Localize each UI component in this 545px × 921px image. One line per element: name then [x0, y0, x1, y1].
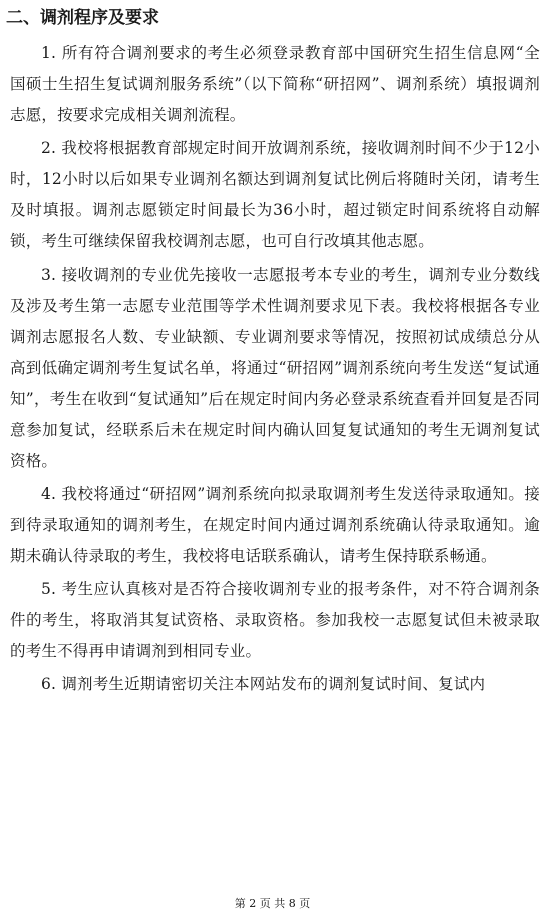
paragraph-5: 5. 考生应认真核对是否符合接收调剂专业的报考条件，对不符合调剂条件的考生，将取消其复试资格、录取资格。参加我校一志愿复试但未被录取的考生不得再申请调剂到相同专业。	[10, 580, 540, 661]
paragraph-3: 3. 接收调剂的专业优先接收一志愿报考本专业的考生，调剂专业分数线及涉及考生第一志愿专业范围等学术性调剂要求见下表。我校将根据各专业调剂志愿报名人数、专业缺额、专业调剂要求等情况，按照初试成绩总分从高到低确定调剂考生复试名单，将通过“研招网”调剂系统向考生发送“复试通知”，考生在收到“复试通知”后在规定时间内务必登录系统查看并回复是否同意参加复试，经联系后未在规定时间内确认回复复试通知的考生无调剂复试资格。	[10, 265, 540, 470]
page-number-footer: 第 2 页 共 8 页	[234, 897, 311, 910]
paragraph-2: 2. 我校将根据教育部规定时间开放调剂系统，接收调剂时间不少于12小时，12小时以后如果专业调剂名额达到调剂复试比例后将随时关闭，请考生及时填报。调剂志愿锁定时间最长为36小时，超过锁定时间系统将自动解锁，考生可继续保留我校调剂志愿，也可自行改填其他志愿。	[10, 139, 540, 251]
paragraph-1: 1. 所有符合调剂要求的考生必须登录教育部中国研究生招生信息网“全国硕士生招生复试调剂服务系统”（以下简称“研招网”、调剂系统）填报调剂志愿，按要求完成相关调剂流程。	[10, 44, 540, 124]
section-body	[10, 38, 540, 703]
section-heading: 二、调剂程序及要求	[6, 8, 159, 28]
paragraph-6: 6. 调剂考生近期请密切关注本网站发布的调剂复试时间、复试内	[41, 675, 486, 694]
paragraph-4: 4. 我校将通过“研招网”调剂系统向拟录取调剂考生发送待录取通知。接到待录取通知的调剂考生，在规定时间内通过调剂系统确认待录取通知。逾期未确认待录取的考生，我校将电话联系确认，请考生保持联系畅通。	[10, 484, 540, 565]
